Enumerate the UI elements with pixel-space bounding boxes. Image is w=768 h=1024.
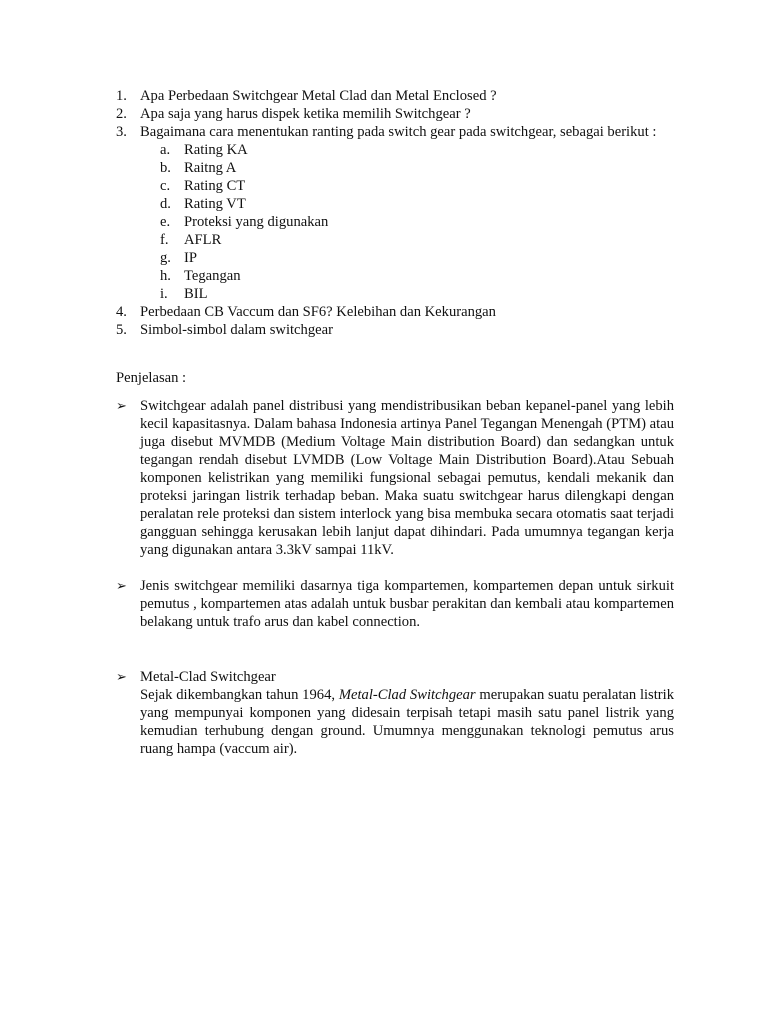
question-number: 4. [116, 304, 127, 320]
sublist-letter: a. [160, 142, 171, 158]
question-list [116, 87, 676, 339]
bullet-text: Switchgear adalah panel distribusi yang mendistribusikan beban kepanel-panel yang lebih kecil kapasitasnya. Dalam bahasa Indonesia artinya Panel Tegangan Menengah (PTM) atau juga disebut MVMDB (Medium Voltage Main distribution Board) dan sedangkan untuk tegangan rendah disebut LVMDB (Low Voltage Main Distribution Board).Atau Sebuah komponen kelistrikan yang memiliki fungsional sebagai pemutus, kendali mekanik dan proteksi jaringan listrik terhadap beban. Maka suatu switchgear harus dilengkapi dengan peralatan rele proteksi dan sistem interlock yang bisa membuka secara otomatis saat terjadi gangguan sehingga kerusakan lebih lanjut dapat dihindari. Pada umumnya tegangan kerja yang digunakan antara 3.3kV sampai 11kV. [140, 398, 674, 558]
question-item [116, 321, 676, 339]
question-number: 2. [116, 106, 127, 122]
sublist-letter: f. [160, 232, 169, 248]
question-number: 1. [116, 88, 127, 104]
sublist-text: Proteksi yang digunakan [184, 214, 329, 230]
emphasis-term: Metal-Clad Switchgear [338, 687, 476, 703]
sublist-text: BIL [184, 286, 208, 302]
sublist-text: Rating KA [184, 142, 248, 158]
question-number: 5. [116, 322, 127, 338]
sublist-text: Rating CT [184, 178, 246, 194]
sublist-text: AFLR [184, 232, 222, 248]
arrow-bullet-icon: ➢ [116, 669, 127, 684]
sublist-item [160, 285, 676, 303]
rating-sublist [160, 141, 676, 303]
arrow-bullet-icon: ➢ [116, 398, 127, 413]
arrow-bullet-icon: ➢ [116, 578, 127, 593]
paragraph-rest: merupakan suatu peralatan listrik yang mempunyai komponen yang didesain terpisah tetapi masih satu panel listrik yang kemudian terhubung dengan ground. Umumnya menggunakan teknologi pemutus arus ruang hampa (vaccum air). [140, 687, 675, 757]
question-text: Apa Perbedaan Switchgear Metal Clad dan Metal Enclosed ? [140, 88, 497, 104]
question-text: Perbedaan CB Vaccum dan SF6? Kelebihan dan Kekurangan [140, 304, 496, 320]
bullet-metal-clad-body [140, 668, 674, 758]
sublist-item [160, 141, 676, 159]
explanation-heading: Penjelasan : [116, 370, 187, 386]
question-text: Simbol-simbol dalam switchgear [140, 322, 333, 338]
sublist-text: Raitng A [184, 160, 237, 176]
question-item [116, 123, 676, 141]
sublist-letter: e. [160, 214, 171, 230]
question-item [116, 303, 676, 321]
sublist-letter: i. [160, 286, 168, 302]
question-number: 3. [116, 124, 127, 140]
question-item [116, 87, 676, 105]
bullet-switchgear-compartments [116, 577, 674, 631]
sublist-letter: g. [160, 250, 171, 266]
sublist-letter: d. [160, 196, 171, 212]
bullet-text: Jenis switchgear memiliki dasarnya tiga kompartemen, kompartemen depan untuk sirkuit pemutus , kompartemen atas adalah untuk busbar perakitan dan kembali atau kompartemen belakang untuk trafo arus dan kabel connection. [140, 578, 674, 630]
question-text: Apa saja yang harus dispek ketika memilih Switchgear ? [140, 106, 471, 122]
sublist-text: Rating VT [184, 196, 246, 212]
question-item [116, 105, 676, 123]
sublist-item [160, 231, 676, 249]
sublist-item [160, 267, 676, 285]
sublist-text: IP [184, 250, 197, 266]
sublist-item [160, 159, 676, 177]
sublist-letter: b. [160, 160, 171, 176]
sublist-item [160, 249, 676, 267]
sublist-item [160, 195, 676, 213]
bullet-metal-clad [116, 668, 674, 758]
sublist-letter: c. [160, 178, 171, 194]
bullet-switchgear-definition [116, 397, 674, 559]
bullet-paragraph [140, 686, 674, 758]
paragraph-lead: Sejak dikembangkan tahun 1964, [140, 687, 336, 703]
sublist-letter: h. [160, 268, 171, 284]
sublist-text: Tegangan [184, 268, 241, 284]
bullet-subheading: Metal-Clad Switchgear [140, 669, 276, 685]
question-text: Bagaimana cara menentukan ranting pada switch gear pada switchgear, sebagai berikut : [140, 124, 657, 140]
sublist-item [160, 177, 676, 195]
sublist-item [160, 213, 676, 231]
